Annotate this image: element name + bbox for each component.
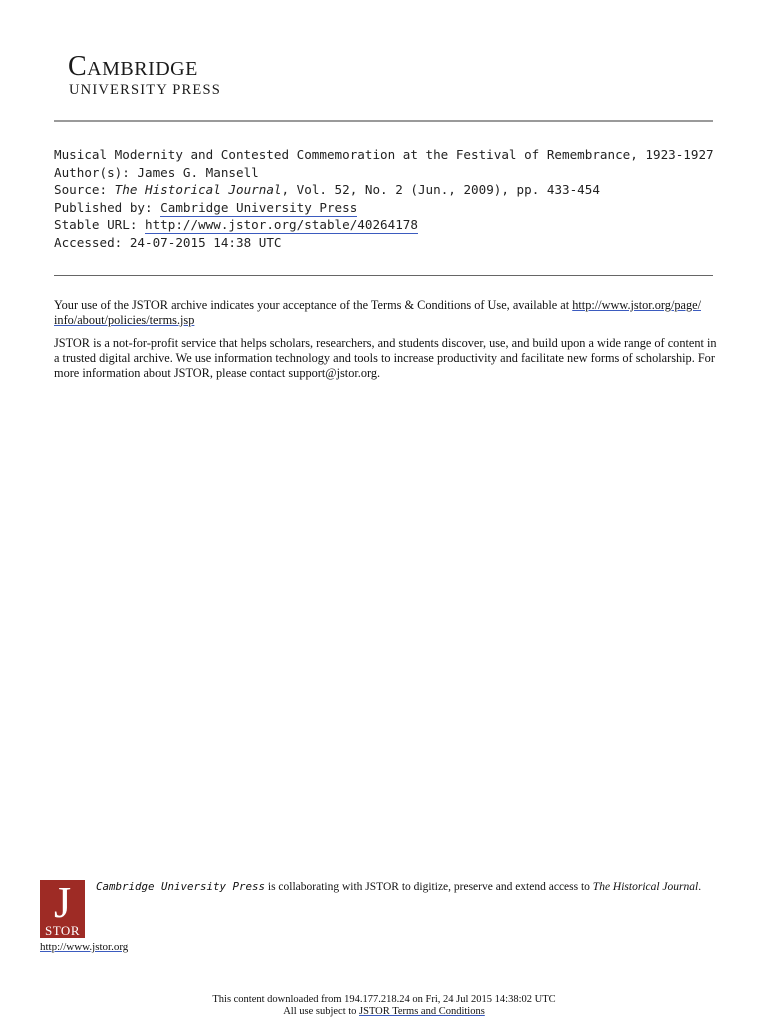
jstor-terms-link[interactable]: JSTOR Terms and Conditions — [359, 1005, 485, 1017]
jstor-home-link[interactable]: http://www.jstor.org — [40, 941, 129, 953]
authors-value: James G. Mansell — [137, 164, 259, 180]
published-row — [54, 199, 734, 217]
jstor-logo — [40, 880, 85, 938]
terms-line — [0, 1006, 768, 1018]
article-metadata — [54, 146, 734, 252]
source-details: , Vol. 52, No. 2 (Jun., 2009), pp. 433-454 — [281, 182, 600, 198]
terms-url-link[interactable]: http://www.jstor.org/page/ — [572, 298, 701, 312]
source-label: Source: — [54, 182, 108, 198]
downloaded-info: This content downloaded from 194.177.218.24 on Fri, 24 Jul 2015 14:38:02 UTC — [212, 994, 556, 1005]
collaboration-statement — [96, 880, 736, 894]
cambridge-university-press-logo — [68, 52, 248, 98]
stable-url-link[interactable]: http://www.jstor.org/stable/40264178 — [145, 217, 418, 233]
authors-row — [54, 164, 734, 182]
logo-university-press-text: UNIVERSITY PRESS — [69, 82, 222, 98]
terms-prefix: All use subject to — [283, 1005, 360, 1017]
terms-text: Your use of the JSTOR archive indicates your acceptance of the Terms & Conditions of Use, available at — [54, 298, 573, 312]
collab-publisher: Cambridge University Press — [96, 880, 266, 893]
journal-name: The Historical Journal — [114, 182, 282, 198]
accessed-row — [54, 234, 734, 252]
middle-divider — [54, 275, 713, 276]
collab-middle: is collaborating with JSTOR to digitize, preserve and extend access to — [265, 881, 593, 893]
jstor-logo-word: STOR — [45, 923, 80, 938]
about-jstor-paragraph: JSTOR is a not-for-profit service that helps scholars, researchers, and students discover, use, and build upon a wide range of content in a trusted digital archive. We use information technology and tools to increase productivity and facilitate new forms of scholarship. For more information about JSTOR, please contact support@jstor.org. — [54, 336, 717, 380]
terms-paragraph — [54, 298, 724, 328]
collab-journal: The Historical Journal — [592, 881, 699, 893]
article-title: Musical Modernity and Contested Commemoration at the Festival of Remembrance, 1923-1927 — [54, 147, 714, 162]
terms-url-link-cont[interactable]: info/about/policies/terms.jsp — [54, 313, 195, 327]
publisher-link[interactable]: Cambridge University Press — [160, 199, 358, 215]
accessed-value: 24-07-2015 14:38 UTC — [129, 234, 282, 250]
stable-url-row — [54, 216, 734, 234]
source-row — [54, 181, 734, 199]
published-label: Published by: — [54, 199, 153, 215]
download-footer — [0, 994, 768, 1017]
top-divider — [54, 120, 713, 122]
authors-label: Author(s): — [54, 164, 130, 180]
jstor-logo-letter: J — [53, 878, 72, 927]
collab-end: . — [698, 881, 702, 893]
stable-url-label: Stable URL: — [54, 217, 138, 233]
jstor-notice — [54, 298, 724, 389]
accessed-label: Accessed: — [54, 234, 123, 250]
logo-cambridge-text: Cambridge — [68, 51, 198, 82]
